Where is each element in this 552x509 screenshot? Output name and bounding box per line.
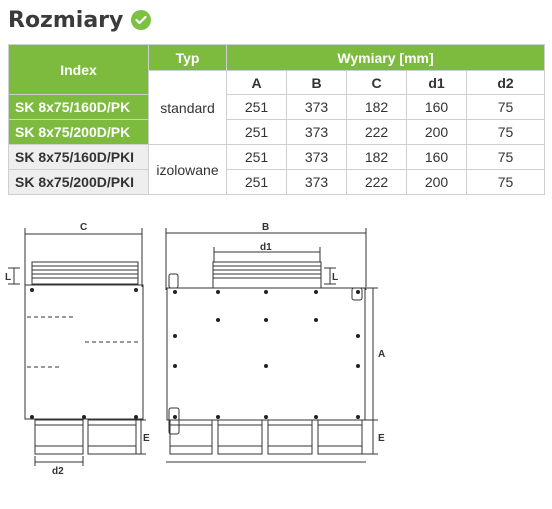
row-value: 182: [347, 95, 407, 120]
row-value: 200: [407, 120, 467, 145]
row-value: 373: [287, 145, 347, 170]
label-l: L: [5, 272, 12, 283]
rivet-dots: [30, 288, 360, 419]
section-heading: [8, 4, 151, 36]
table-row: [9, 145, 545, 170]
check-circle-icon: [131, 10, 151, 30]
label-c: C: [80, 222, 88, 233]
table-row: [9, 120, 545, 145]
table-row: [9, 95, 545, 120]
row-value: 251: [227, 170, 287, 195]
row-value: 251: [227, 120, 287, 145]
row-index: SK 8x75/200D/PK: [9, 120, 149, 145]
row-value: 200: [407, 170, 467, 195]
row-value: 373: [287, 170, 347, 195]
row-index: SK 8x75/160D/PKI: [9, 145, 149, 170]
row-value: 251: [227, 145, 287, 170]
row-value: 75: [467, 170, 545, 195]
col-header: C: [347, 71, 407, 95]
row-value: 373: [287, 120, 347, 145]
technical-drawing: [0, 212, 552, 509]
row-value: 75: [467, 95, 545, 120]
row-value: 222: [347, 120, 407, 145]
label-b: B: [262, 222, 270, 233]
label-e: E: [143, 433, 150, 444]
row-value: 75: [467, 145, 545, 170]
row-value: 182: [347, 145, 407, 170]
row-value: 160: [407, 145, 467, 170]
table-row: [9, 170, 545, 195]
col-header: d1: [407, 71, 467, 95]
section-title: Rozmiary: [8, 7, 124, 33]
row-index: SK 8x75/160D/PK: [9, 95, 149, 120]
row-index: SK 8x75/200D/PKI: [9, 170, 149, 195]
col-header: A: [227, 71, 287, 95]
label-l-right: L: [332, 272, 339, 283]
label-e-right: E: [378, 433, 385, 444]
row-value: 222: [347, 170, 407, 195]
col-header: d2: [467, 71, 545, 95]
typ-cell: izolowane: [149, 145, 227, 195]
typ-cell: standard: [149, 71, 227, 145]
label-d2: d2: [52, 466, 64, 477]
row-value: 75: [467, 120, 545, 145]
col-header: B: [287, 71, 347, 95]
label-a: A: [378, 349, 386, 360]
row-value: 251: [227, 95, 287, 120]
typ-header: Typ: [149, 45, 227, 71]
row-value: 160: [407, 95, 467, 120]
dimensions-table: [8, 44, 545, 195]
index-header: Index: [9, 45, 149, 95]
row-value: 373: [287, 95, 347, 120]
label-d1: d1: [260, 242, 272, 253]
dims-header: Wymiary [mm]: [227, 45, 545, 71]
